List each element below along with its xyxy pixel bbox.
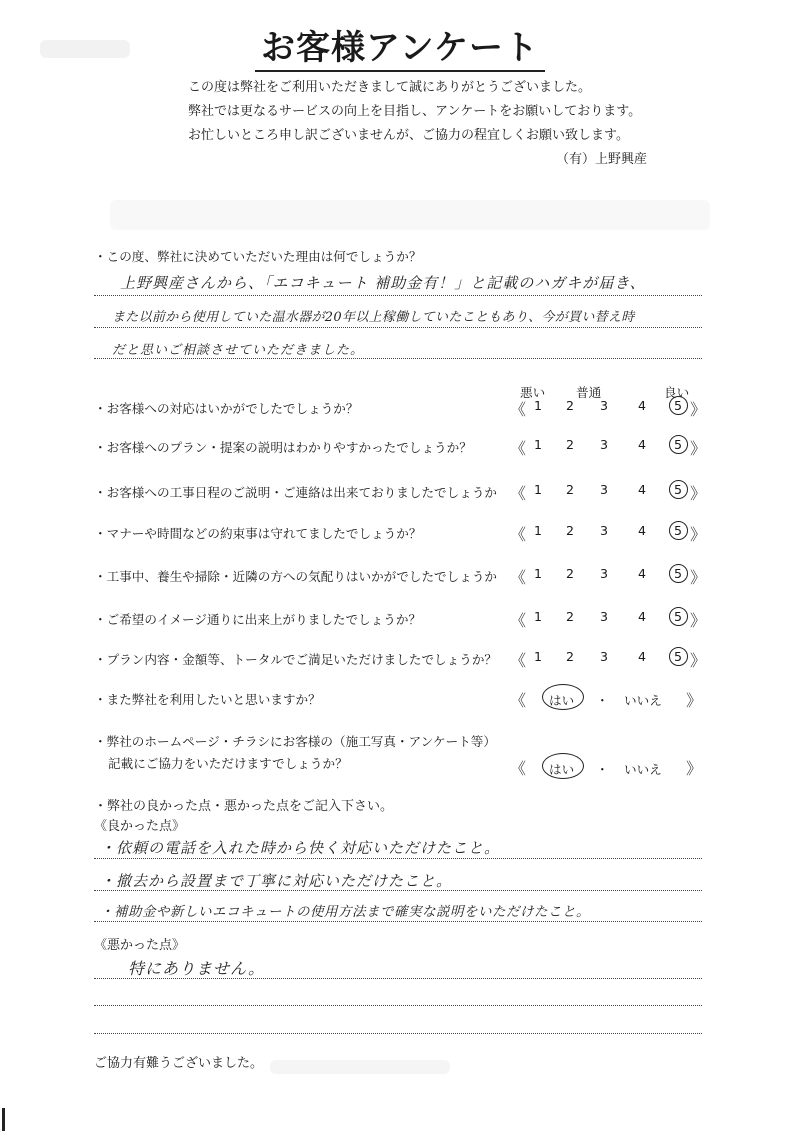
rating-option-1[interactable]: 1 xyxy=(533,398,542,413)
rating-question: ・お客様への対応はいかがでしたでしょうか？ xyxy=(94,401,359,416)
selected-rating-circle xyxy=(669,396,688,415)
bracket-close: 》 xyxy=(690,568,707,587)
revisit-question: ・また弊社を利用したいと思いますか？ xyxy=(94,692,321,707)
writing-line xyxy=(94,1005,702,1006)
bracket-open: 《 xyxy=(510,611,527,630)
reason-answer-line[interactable]: だと思いご相談させていただきました。 xyxy=(112,343,365,358)
rating-option-4[interactable]: 4 xyxy=(637,609,646,624)
option-separator: ・ xyxy=(596,762,609,777)
rating-option-1[interactable]: 1 xyxy=(533,437,542,452)
rating-option-2[interactable]: 2 xyxy=(565,523,574,538)
rating-option-3[interactable]: 3 xyxy=(599,523,608,538)
rating-option-2[interactable]: 2 xyxy=(565,398,574,413)
bracket-open: 《 xyxy=(510,651,527,670)
scale-header-bad: 悪い xyxy=(520,385,546,400)
scan-smudge xyxy=(110,200,710,230)
scan-edge-mark xyxy=(2,1108,5,1131)
rating-option-1[interactable]: 1 xyxy=(533,566,542,581)
rating-option-5[interactable]: 5 xyxy=(673,566,682,581)
bracket-open: 《 xyxy=(510,439,527,458)
intro-line: この度は弊社をご利用いただきまして誠にありがとうございました。 xyxy=(188,80,592,95)
writing-line xyxy=(94,858,702,859)
bracket-close: 》 xyxy=(690,484,707,503)
good-points-heading: 《良かった点》 xyxy=(94,819,186,834)
reason-question: ・この度、弊社に決めていただいた理由は何でしょうか？ xyxy=(94,249,422,264)
bracket-close: 》 xyxy=(690,651,707,670)
bracket-open: 《 xyxy=(510,400,527,419)
rating-option-1[interactable]: 1 xyxy=(533,482,542,497)
selected-rating-circle xyxy=(669,435,688,454)
rating-option-5[interactable]: 5 xyxy=(673,437,682,452)
good-point-item[interactable]: ・依頼の電話を入れた時から快く対応いただけたこと。 xyxy=(100,839,501,857)
bracket-close: 》 xyxy=(690,525,707,544)
rating-option-5[interactable]: 5 xyxy=(673,398,682,413)
rating-option-5[interactable]: 5 xyxy=(673,649,682,664)
bracket-open: 《 xyxy=(510,691,527,710)
bracket-open: 《 xyxy=(510,525,527,544)
selected-rating-circle xyxy=(669,607,688,626)
rating-option-4[interactable]: 4 xyxy=(637,437,646,452)
yes-option[interactable]: はい xyxy=(549,762,575,777)
selected-rating-circle xyxy=(669,564,688,583)
rating-option-4[interactable]: 4 xyxy=(637,649,646,664)
bracket-close: 》 xyxy=(690,439,707,458)
rating-option-3[interactable]: 3 xyxy=(599,482,608,497)
rating-option-5[interactable]: 5 xyxy=(673,482,682,497)
intro-text xyxy=(188,76,641,148)
publication-question-line1: ・弊社のホームページ・チラシにお客様の（施工写真・アンケート等） xyxy=(94,734,496,749)
rating-option-2[interactable]: 2 xyxy=(565,437,574,452)
yes-option[interactable]: はい xyxy=(549,693,575,708)
rating-option-3[interactable]: 3 xyxy=(599,437,608,452)
bracket-open: 《 xyxy=(510,759,527,778)
rating-option-1[interactable]: 1 xyxy=(533,523,542,538)
bracket-close: 》 xyxy=(690,611,707,630)
selected-rating-circle xyxy=(669,480,688,499)
rating-question: ・プラン内容・金額等、トータルでご満足いただけましたでしょうか？ xyxy=(94,652,497,667)
selected-rating-circle xyxy=(669,647,688,666)
rating-question: ・ご希望のイメージ通りに出来上がりましたでしょうか？ xyxy=(94,612,422,627)
closing-message: ご協力有難うございました。 xyxy=(94,1056,264,1071)
reason-answer-line[interactable]: 上野興産さんから、「エコキュート 補助金有！」と記載のハガキが届き、 xyxy=(120,274,646,292)
reason-answer-line[interactable]: また以前から使用していた温水器が20年以上稼働していたこともあり、今が買い替え時 xyxy=(112,310,635,325)
rating-option-2[interactable]: 2 xyxy=(565,649,574,664)
rating-option-4[interactable]: 4 xyxy=(637,523,646,538)
bracket-open: 《 xyxy=(510,568,527,587)
bad-point-item[interactable]: 特にありません。 xyxy=(128,959,265,978)
rating-option-5[interactable]: 5 xyxy=(673,523,682,538)
rating-option-2[interactable]: 2 xyxy=(565,482,574,497)
bracket-close: 》 xyxy=(686,759,703,778)
bracket-open: 《 xyxy=(510,484,527,503)
rating-option-1[interactable]: 1 xyxy=(533,609,542,624)
rating-option-3[interactable]: 3 xyxy=(599,649,608,664)
good-point-item[interactable]: ・補助金や新しいエコキュートの使用方法まで確実な説明をいただけたこと。 xyxy=(100,904,590,920)
scan-smudge xyxy=(270,1060,450,1074)
selected-rating-circle xyxy=(669,521,688,540)
rating-question: ・お客様へのプラン・提案の説明はわかりやすかったでしょうか？ xyxy=(94,440,472,455)
feedback-prompt: ・弊社の良かった点・悪かった点をご記入下さい。 xyxy=(94,799,394,814)
scale-header-normal: 普通 xyxy=(576,385,602,400)
intro-line: お忙しいところ申し訳ございませんが、ご協力の程宜しくお願い致します。 xyxy=(188,128,629,143)
rating-option-2[interactable]: 2 xyxy=(565,609,574,624)
bracket-close: 》 xyxy=(686,691,703,710)
answer-line xyxy=(94,358,702,359)
rating-option-3[interactable]: 3 xyxy=(599,609,608,624)
rating-option-3[interactable]: 3 xyxy=(599,566,608,581)
good-point-item[interactable]: ・撤去から設置まで丁寧に対応いただけたこと。 xyxy=(100,872,453,890)
rating-question: ・お客様への工事日程のご説明・ご連絡は出来ておりましたでしょうか xyxy=(94,485,497,500)
rating-option-4[interactable]: 4 xyxy=(637,482,646,497)
rating-question: ・マナーや時間などの約束事は守れてましたでしょうか？ xyxy=(94,526,422,541)
rating-option-2[interactable]: 2 xyxy=(565,566,574,581)
rating-option-4[interactable]: 4 xyxy=(637,566,646,581)
rating-option-3[interactable]: 3 xyxy=(599,398,608,413)
answer-line xyxy=(94,327,702,328)
publication-question-line2: 記載にご協力をいただけますでしょうか？ xyxy=(108,756,348,771)
answer-line xyxy=(94,295,702,296)
bad-points-heading: 《悪かった点》 xyxy=(94,938,186,953)
rating-option-4[interactable]: 4 xyxy=(637,398,646,413)
page-title: お客様アンケート xyxy=(0,20,800,69)
no-option[interactable]: いいえ xyxy=(624,693,662,708)
company-name: （有）上野興産 xyxy=(556,152,648,167)
bracket-close: 》 xyxy=(690,400,707,419)
no-option[interactable]: いいえ xyxy=(624,762,662,777)
rating-question: ・工事中、養生や掃除・近隣の方への気配りはいかがでしたでしょうか xyxy=(94,569,497,584)
writing-line xyxy=(94,921,702,922)
rating-option-5[interactable]: 5 xyxy=(673,609,682,624)
scale-header-good: 良い xyxy=(664,385,690,400)
intro-line: 弊社では更なるサービスの向上を目指し、アンケートをお願いしております。 xyxy=(188,104,642,119)
writing-line xyxy=(94,1033,702,1034)
option-separator: ・ xyxy=(596,693,609,708)
rating-option-1[interactable]: 1 xyxy=(533,649,542,664)
